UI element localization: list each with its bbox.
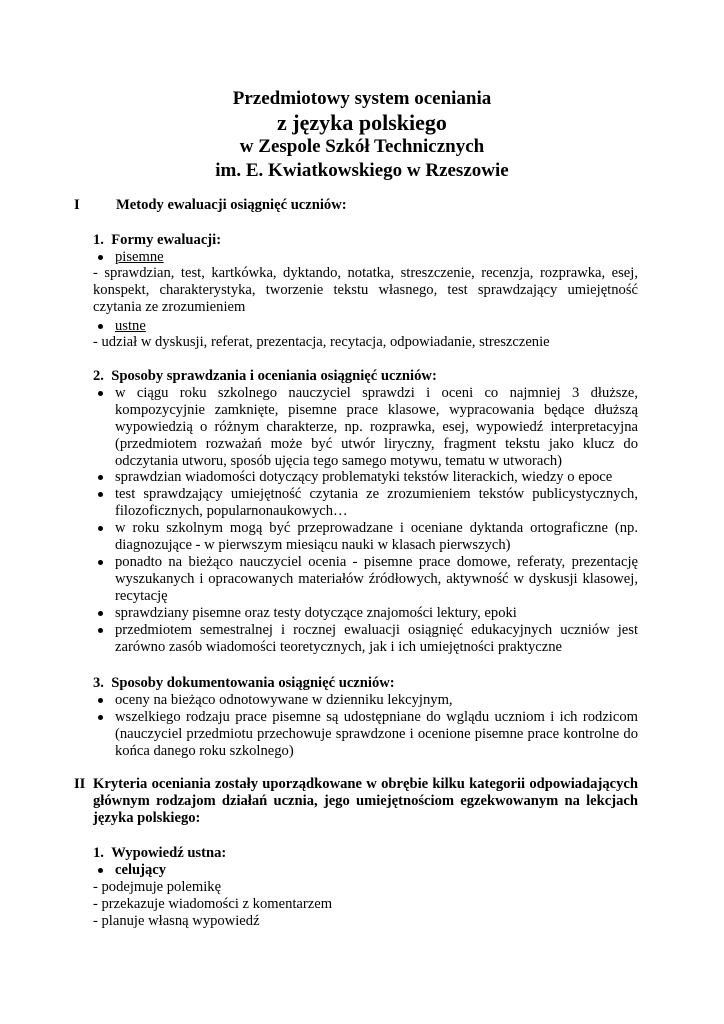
bullet-icon (98, 611, 103, 616)
bullet-icon (98, 715, 103, 720)
bullet-icon (98, 698, 103, 703)
assessment-methods-heading: 2. Sposoby sprawdzania i oceniania osiągnięć uczniów: (93, 368, 437, 384)
grade-label: celujący (115, 862, 167, 878)
list-item: sprawdzian wiadomości dotyczący problematyki tekstów literackich, wiedzy o epoce (115, 469, 613, 485)
title-line-4: im. E. Kwiatkowskiego w Rzeszowie (215, 160, 509, 181)
list-item: ponadto na bieżąco nauczyciel ocenia - pisemne prace domowe, referaty, prezentację wyszukanych i opracowanych materiałów źródłowych, aktywność w dyskusji klasowej, recytację (115, 554, 638, 604)
bullet-icon (98, 475, 103, 480)
list-item: w ciągu roku szkolnego nauczyciel sprawdzi i oceni co najmniej 3 dłuższe, kompozycyjnie zamknięte, pisemne prace klasowe, wypracowania będące dłuższą wypowiedzią o różnym charakterze, np. rozprawka, esej, wypowiedź interpretacyjna (przedmiotem rozważań może być utwór liryczny, fragment tekstu jako klucz do odczytania utworu, sposób ujęcia tego samego motywu, tematu w utworach) (115, 385, 638, 469)
list-item: wszelkiego rodzaju prace pisemne są udostępniane do wglądu uczniom i ich rodzicom (nauczyciel przedmiotu przechowuje sprawdzone i ocenione pisemne prace kontrolne do końca danego roku szkolnego) (115, 709, 638, 759)
list-item: - przekazuje wiadomości z komentarzem (93, 896, 333, 912)
documentation-heading: 3. Sposoby dokumentowania osiągnięć uczniów: (93, 675, 395, 691)
list-item: test sprawdzający umiejętność czytania ze zrozumieniem tekstów publicystycznych, filozoficznych, popularnonaukowych… (115, 486, 638, 519)
bullet-icon (98, 492, 103, 497)
oral-label: ustne (115, 318, 146, 334)
bullet-icon (98, 324, 103, 329)
bullet-icon (98, 868, 103, 873)
oral-forms-text: - udział w dyskusji, referat, prezentacja, recytacja, odpowiadanie, streszczenie (93, 334, 550, 350)
written-forms-text: - sprawdzian, test, kartkówka, dyktando, notatka, streszczenie, recenzja, rozprawka, esej, konspekt, charakterystyka, tworzenie tekstu własnego, test sprawdzający umiejętność czytania ze zrozumieniem (93, 265, 638, 315)
list-item: przedmiotem semestralnej i rocznej ewaluacji osiągnięć edukacyjnych uczniów jest zarówno zasób wiadomości teoretycznych, jak i ich umiejętności praktyczne (115, 622, 638, 655)
bullet-icon (98, 628, 103, 633)
bullet-icon (98, 526, 103, 531)
title-line-1: Przedmiotowy system oceniania (232, 88, 492, 109)
forms-heading: 1. Formy ewaluacji: (93, 232, 222, 248)
oral-statement-heading: 1. Wypowiedź ustna: (93, 845, 227, 861)
list-item: oceny na bieżąco odnotowywane w dzienniku lekcyjnym, (115, 692, 453, 708)
list-item: sprawdziany pisemne oraz testy dotyczące znajomości lektury, epoki (115, 605, 517, 621)
written-label: pisemne (115, 249, 164, 265)
section-1-number: I (74, 197, 80, 213)
section-1-heading: Metody ewaluacji osiągnięć uczniów: (116, 197, 347, 213)
list-item: - planuje własną wypowiedź (93, 913, 260, 929)
list-item: w roku szkolnym mogą być przeprowadzane i oceniane dyktanda ortograficzne (np. diagnozujące - w pierwszym miesiącu nauki w klasach pierwszych) (115, 520, 638, 553)
section-2-heading: Kryteria oceniania zostały uporządkowane w obrębie kilku kategorii odpowiadających głównym rodzajom działań ucznia, jego umiejętnościom egzekwowanym na lekcjach języka polskiego: (93, 776, 638, 826)
list-item: - podejmuje polemikę (93, 879, 222, 895)
section-2-number: II (74, 776, 86, 792)
bullet-icon (98, 255, 103, 260)
bullet-icon (98, 391, 103, 396)
title-line-3: w Zespole Szkół Technicznych (239, 136, 485, 157)
bullet-icon (98, 560, 103, 565)
title-line-2: z języka polskiego (277, 110, 447, 135)
